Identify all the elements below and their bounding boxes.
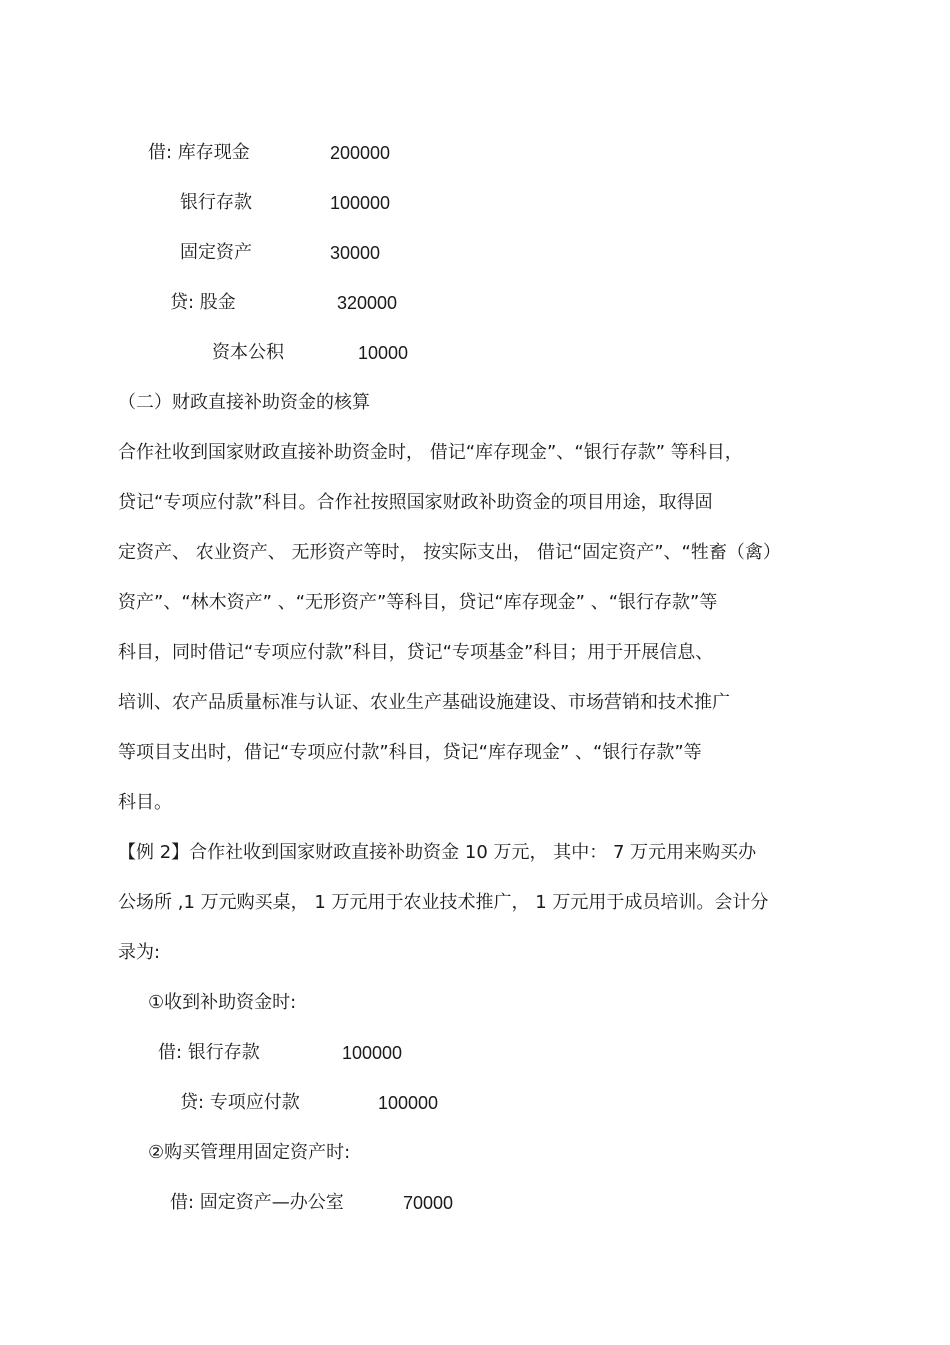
entry1-line1-label: 借: 库存现金 <box>148 142 250 163</box>
step2-debit-label: 借: 固定资产—办公室 <box>170 1192 344 1213</box>
entry1-line1-amount: 200000 <box>330 143 391 163</box>
entry1-line4-label: 贷: 股金 <box>170 292 236 313</box>
body-line: 科目。 <box>118 792 172 813</box>
body-line: 合作社收到国家财政直接补助资金时， 借记“库存现金”、“银行存款” 等科目， <box>118 442 743 463</box>
example-line: 录为: <box>118 942 161 963</box>
entry1-line2-amount: 100000 <box>330 193 391 213</box>
body-line: 贷记“专项应付款”科目。合作社按照国家财政补助资金的项目用途，取得固 <box>118 492 713 513</box>
step1-credit-amount: 100000 <box>378 1093 439 1113</box>
entry1-line5-amount: 10000 <box>358 343 409 363</box>
body-line: 资产”、“林木资产” 、“无形资产”等科目，贷记“库存现金” 、“银行存款”等 <box>118 592 718 613</box>
step1-debit-label: 借: 银行存款 <box>158 1042 260 1063</box>
step2-heading: ②购买管理用固定资产时: <box>148 1142 351 1163</box>
step1-debit-amount: 100000 <box>342 1043 403 1063</box>
body-line: 科目，同时借记“专项应付款”科目，贷记“专项基金”科目；用于开展信息、 <box>118 642 714 663</box>
step2-debit-amount: 70000 <box>403 1193 454 1213</box>
section-heading: （二）财政直接补助资金的核算 <box>118 392 370 413</box>
entry1-line3-amount: 30000 <box>330 243 381 263</box>
body-line: 等项目支出时，借记“专项应付款”科目，贷记“库存现金” 、“银行存款”等 <box>118 742 702 763</box>
body-line: 培训、农产品质量标准与认证、农业生产基础设施建设、市场营销和技术推广 <box>118 692 730 713</box>
entry1-line5-label: 资本公积 <box>212 342 284 363</box>
body-line: 定资产、 农业资产、 无形资产等时， 按实际支出， 借记“固定资产”、“牲畜（禽） <box>118 542 781 563</box>
example-line: 【例 2】合作社收到国家财政直接补助资金 10 万元， 其中： 7 万元用来购买办 <box>118 842 757 863</box>
entry1-line2-label: 银行存款 <box>180 192 252 213</box>
entry1-line3-label: 固定资产 <box>180 242 252 263</box>
step1-credit-label: 贷: 专项应付款 <box>180 1092 300 1113</box>
step1-heading: ①收到补助资金时: <box>148 992 297 1013</box>
entry1-line4-amount: 320000 <box>337 293 398 313</box>
example-line: 公场所 ,1 万元购买桌， 1 万元用于农业技术推广， 1 万元用于成员培训。会计分 <box>118 892 769 913</box>
